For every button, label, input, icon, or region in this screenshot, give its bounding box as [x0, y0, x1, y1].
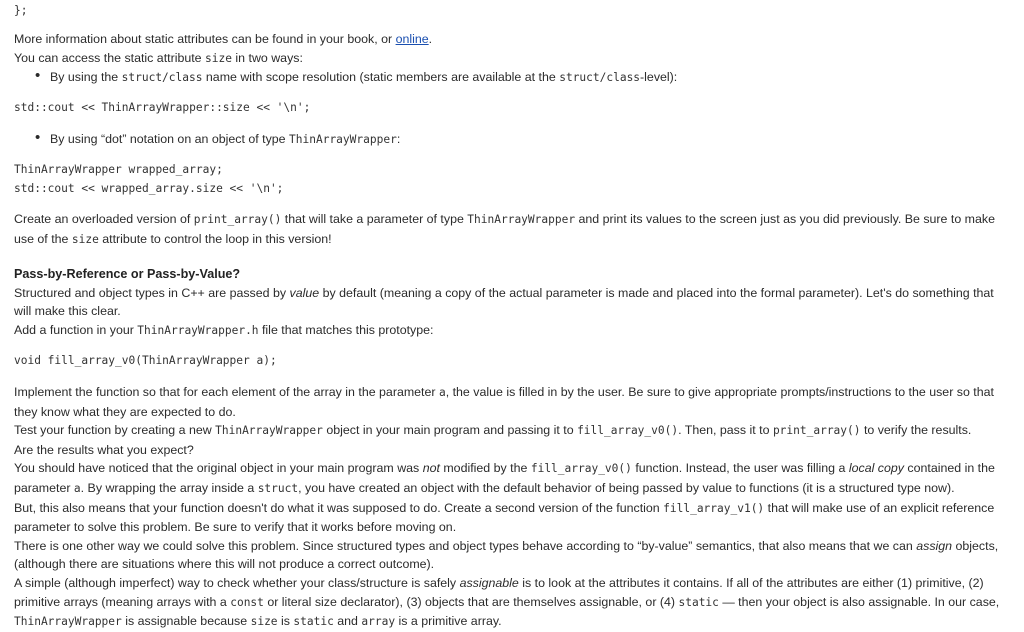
inline-code-header-file: ThinArrayWrapper.h	[137, 323, 259, 337]
inline-code-static: static	[678, 595, 719, 609]
overload-post: and print its values to the screen just as you did previously. Be sure to make	[575, 212, 995, 226]
but-line-2: parameter to solve this problem. Be sure to verify that it works before moving on.	[14, 520, 457, 535]
pbv-line-1	[14, 284, 1010, 303]
overload-line-2	[14, 230, 1010, 250]
access-list-1	[14, 68, 1010, 88]
inline-code-const: const	[230, 595, 264, 609]
other-line-1	[14, 537, 1010, 556]
simple-line3-mid3: and	[333, 614, 362, 629]
inline-code-fill-array-v0: fill_array_v0()	[577, 424, 679, 438]
notice-text: You should have noticed that the original object in your main program was	[14, 461, 423, 476]
inline-code-a: a	[438, 386, 446, 399]
overload-mid: that will take a parameter of type	[281, 212, 468, 226]
test-line-2: Are the results what you expect?	[14, 442, 194, 457]
simple-line3-mid2: is	[277, 614, 294, 629]
inline-code-struct: struct	[257, 481, 299, 495]
overload-line2-post: attribute to control the loop in this version!	[98, 231, 332, 246]
pbv-post: by default (meaning a copy of the actual parameter is made and placed into the formal parameter). Let's do something that	[319, 285, 994, 300]
inline-code-fill-array-v1: fill_array_v1()	[663, 501, 765, 515]
inline-code-struct-class-2: struct/class	[559, 71, 641, 85]
notice-em-local-copy: local copy	[848, 461, 904, 476]
test-mid2: . Then, pass it to	[678, 423, 773, 438]
bullet2-text: By using “dot” notation on an object of type	[50, 132, 290, 146]
bullet1-post: -level):	[640, 70, 678, 85]
simple-line2-text: primitive arrays (meaning arrays with a	[14, 594, 231, 609]
simple-line3-post: is a primitive array.	[395, 614, 502, 629]
test-text: Test your function by creating a new	[14, 423, 216, 438]
code-closing-brace: };	[14, 4, 28, 17]
test-post: to verify the results.	[860, 423, 972, 438]
simple-line2-post: — then your object is also assignable. In our case,	[718, 594, 1000, 609]
intro-paragraph-1	[14, 30, 1010, 49]
test-mid1: object in your main program and passing it to	[322, 423, 578, 438]
test-line-1	[14, 421, 1010, 441]
online-link[interactable]: online	[395, 32, 429, 46]
overload-line-1	[14, 210, 1010, 230]
notice-mid2: function. Instead, the user was filling a	[631, 461, 849, 476]
code-line-cout: std::cout << wrapped_array.size << '\n';	[14, 181, 284, 195]
implement-line-1	[14, 383, 1010, 403]
notice-line2-text: parameter	[14, 480, 74, 495]
other-post: objects,	[952, 538, 999, 553]
overload-text: Create an overloaded version of	[14, 212, 194, 226]
inline-code-print-array: print_array()	[193, 213, 282, 226]
simple-line3-mid1: is assignable because	[121, 614, 251, 629]
other-em-assign: assign	[916, 538, 953, 553]
pass-by-section	[14, 265, 1010, 340]
section-heading: Pass-by-Reference or Pass-by-Value?	[14, 267, 241, 281]
but-text: But, this also means that your function doesn't do what it was supposed to do. Create a second version of the function	[14, 500, 664, 515]
overload-line2-text: use of the	[14, 231, 72, 246]
bullet2-post: :	[396, 132, 401, 146]
instructions-block	[14, 383, 1010, 632]
notice-post: contained in the	[903, 461, 995, 476]
simple-line-2	[14, 593, 1010, 613]
inline-code-array: array	[361, 615, 396, 629]
code-line-declare: ThinArrayWrapper wrapped_array;	[14, 163, 223, 176]
simple-text: A simple (although imperfect) way to check whether your class/structure is safely	[14, 575, 460, 590]
code-block-prototype: void fill_array_v0(ThinArrayWrapper a);	[14, 354, 277, 367]
simple-line-3	[14, 612, 1010, 632]
inline-code-size-2: size	[71, 232, 99, 246]
implement-post: , the value is filled in by the user. Be sure to give appropriate prompts/instructions to the user so that	[445, 385, 994, 399]
intro2-text: You can access the static attribute	[14, 50, 206, 65]
inline-code-a-2: a	[73, 481, 81, 495]
bullet-scope-resolution	[50, 68, 1010, 88]
other-text: There is one other way we could solve this problem. Since structured types and object types behave according to “by-value” semantics, that also means that we can	[14, 538, 917, 553]
but-line-1	[14, 499, 1010, 519]
intro2-text-end: in two ways:	[231, 50, 303, 65]
implement-line-2: they know what they are expected to do.	[14, 404, 236, 419]
simple-line2-mid: or literal size declarator), (3) objects that are themselves assignable, or (4)	[263, 594, 679, 609]
bullet1-mid: name with scope resolution (static members are available at the	[202, 70, 560, 85]
other-line-2: (although there are situations where this will not produce a correct outcome).	[14, 557, 435, 572]
code-block-dot	[14, 161, 283, 198]
overload-paragraph	[14, 210, 1010, 249]
notice-line-1	[14, 459, 1010, 479]
notice-line2-post: , you have created an object with the default behavior of being passed by value to functions (it is a structured type now).	[298, 480, 955, 495]
pbv-line-3	[14, 321, 1010, 341]
bullet-dot-notation	[50, 130, 400, 150]
inline-code-size-3: size	[250, 615, 278, 629]
pbv-line-2: will make this clear.	[14, 304, 121, 319]
notice-mid1: modified by the	[439, 461, 531, 476]
notice-em-not: not	[422, 461, 440, 476]
simple-post: is to look at the attributes it contains. If all of the attributes are either (1) primitive, (2)	[518, 575, 984, 590]
code-block-scope: std::cout << ThinArrayWrapper::size << '\n';	[14, 101, 311, 114]
implement-text: Implement the function so that for each element of the array in the parameter	[14, 385, 439, 399]
simple-em-assignable: assignable	[459, 575, 519, 590]
inline-code-thinarraywrapper-3: ThinArrayWrapper	[215, 424, 323, 438]
inline-code-struct-class: struct/class	[121, 71, 203, 85]
intro-block	[14, 30, 1010, 88]
notice-line2-mid: . By wrapping the array inside a	[80, 480, 258, 495]
access-list-2	[14, 130, 400, 150]
but-post: that will make use of an explicit reference	[764, 500, 995, 515]
notice-line-2	[14, 479, 1010, 499]
bullet1-text: By using the	[50, 70, 122, 85]
inline-code-thinarraywrapper-4: ThinArrayWrapper	[14, 615, 122, 629]
inline-code-size: size	[205, 51, 232, 65]
pbv-line3-post: file that matches this prototype:	[258, 322, 434, 337]
intro-paragraph-2	[14, 49, 1010, 69]
intro-text-end: .	[428, 32, 433, 46]
inline-code-thinarraywrapper-2: ThinArrayWrapper	[467, 213, 576, 226]
pbv-text: Structured and object types in C++ are passed by	[14, 285, 290, 300]
inline-code-thinarraywrapper: ThinArrayWrapper	[289, 133, 397, 146]
pbv-emphasis: value	[289, 285, 320, 300]
inline-code-static-2: static	[293, 615, 334, 629]
intro-text: More information about static attributes can be found in your book, or	[14, 32, 396, 46]
inline-code-print-array-2: print_array()	[772, 424, 861, 438]
simple-line-1	[14, 574, 1010, 593]
inline-code-fill-array-v0-2: fill_array_v0()	[530, 462, 632, 476]
pbv-line3-text: Add a function in your	[14, 322, 138, 337]
